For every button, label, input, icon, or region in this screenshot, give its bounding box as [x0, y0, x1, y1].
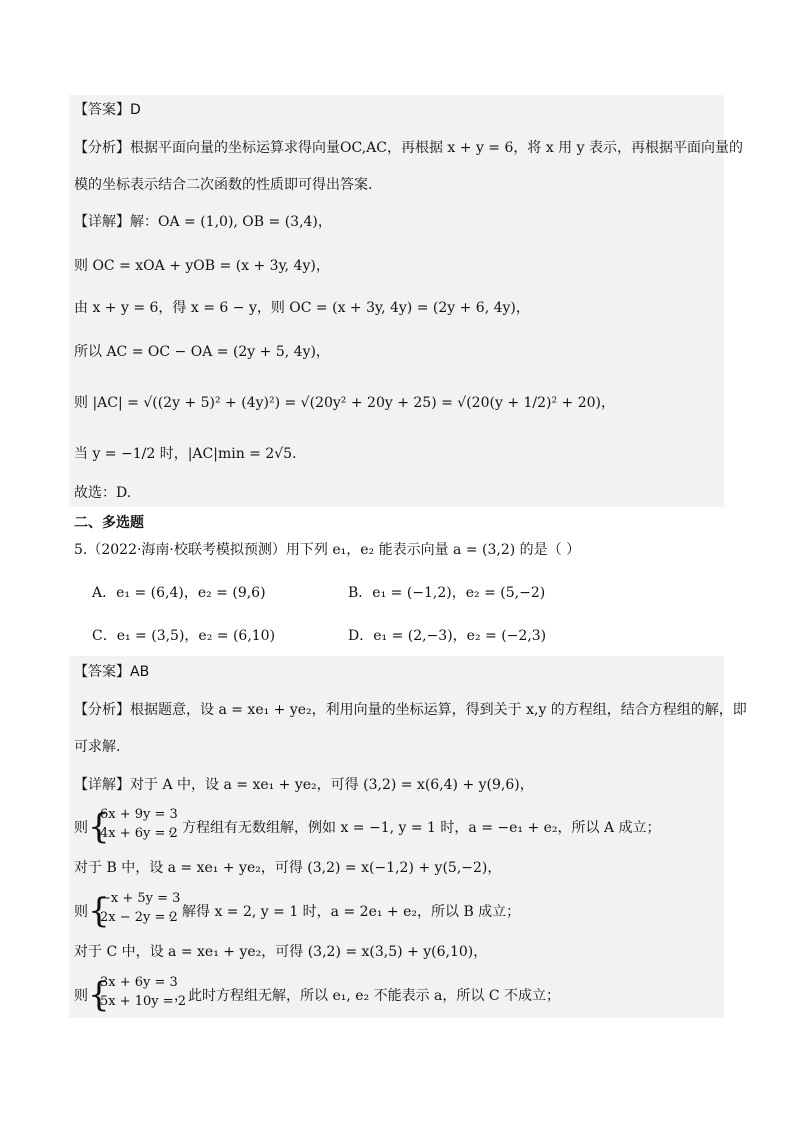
- q4-analysis-line-2: 模的坐标表示结合二次函数的性质即可得出答案.: [74, 177, 373, 193]
- q5-analysis-line-2: 可求解.: [74, 739, 121, 755]
- brace-b: {: [88, 891, 110, 931]
- q5-system-a-eq1: 6x + 9y = 3: [100, 807, 178, 822]
- q5-system-c-eq2: 5x + 10y = 2: [100, 994, 187, 1009]
- q4-analysis-line-1: 【分析】根据平面向量的坐标运算求得向量OC,AC，再根据 x + y = 6，将 x 用 y 表示，再根据平面向量的: [74, 140, 743, 156]
- q5-system-b-eq1: −x + 5y = 3: [100, 891, 181, 906]
- q5-stem: 5.（2022·海南·校联考模拟预测）用下列 e₁，e₂ 能表示向量 a = (3,2) 的是（ ）: [74, 542, 581, 558]
- q5-option-d: D．e₁ = (2,−3)，e₂ = (−2,3): [348, 628, 547, 644]
- q4-detail-line-3: 由 x + y = 6，得 x = 6 − y，则 OC = (x + 3y, 4y) = (2y + 6, 4y)，: [74, 300, 530, 316]
- brace-a: {: [88, 807, 110, 847]
- q5-analysis-line-1: 【分析】根据题意，设 a = xe₁ + ye₂，利用向量的坐标运算，得到关于 x,y 的方程组，结合方程组的解，即: [74, 702, 747, 718]
- q5-system-c-eq1: 3x + 6y = 3: [100, 975, 178, 990]
- q5-answer: 【答案】AB: [74, 664, 150, 680]
- q4-detail-line-1: 【详解】解：OA = (1,0), OB = (3,4)，: [74, 214, 332, 230]
- q4-answer: 【答案】D: [74, 102, 141, 118]
- q4-detail-line-4: 所以 AC = OC − OA = (2y + 5, 4y)，: [74, 344, 330, 360]
- q5-then-a: 则: [74, 820, 88, 836]
- q5-system-b-text: ，解得 x = 2, y = 1 时，a = 2e₁ + e₂，所以 B 成立；: [168, 904, 521, 920]
- section-title: 二、多选题: [74, 515, 144, 531]
- q5-system-a-eq2: 4x + 6y = 2: [100, 826, 178, 841]
- q4-detail-line-6: 当 y = −1/2 时，|AC|min = 2√5.: [74, 446, 297, 462]
- brace-c: {: [88, 975, 110, 1015]
- q5-system-c-text: ，此时方程组无解，所以 e₁, e₂ 不能表示 a，所以 C 不成立；: [174, 988, 561, 1004]
- q5-option-c: C．e₁ = (3,5)，e₂ = (6,10): [92, 628, 276, 644]
- q5-detail-line-1: 【详解】对于 A 中，设 a = xe₁ + ye₂，可得 (3,2) = x(6,4) + y(9,6)，: [74, 777, 534, 793]
- q5-then-b: 则: [74, 904, 88, 920]
- q5-detail-line-5: 对于 C 中，设 a = xe₁ + ye₂，可得 (3,2) = x(3,5) + y(6,10)，: [74, 944, 488, 960]
- q5-system-a-text: ，方程组有无数组解，例如 x = −1, y = 1 时，a = −e₁ + e₂，所以 A 成立；: [168, 820, 661, 836]
- q5-system-b-eq2: 2x − 2y = 2: [100, 910, 178, 925]
- q5-option-b: B．e₁ = (−1,2)，e₂ = (5,−2): [348, 585, 546, 601]
- q5-option-a: A．e₁ = (6,4)，e₂ = (9,6): [92, 585, 266, 601]
- q4-detail-line-2: 则 OC = xOA + yOB = (x + 3y, 4y)，: [74, 258, 330, 274]
- q5-then-c: 则: [74, 988, 88, 1004]
- q5-detail-line-3: 对于 B 中，设 a = xe₁ + ye₂，可得 (3,2) = x(−1,2) + y(5,−2)，: [74, 860, 502, 876]
- q4-detail-line-5: 则 |AC| = √((2y + 5)² + (4y)²) = √(20y² + 20y + 25) = √(20(y + 1/2)² + 20)，: [74, 395, 616, 411]
- q4-detail-line-7: 故选：D.: [74, 485, 132, 501]
